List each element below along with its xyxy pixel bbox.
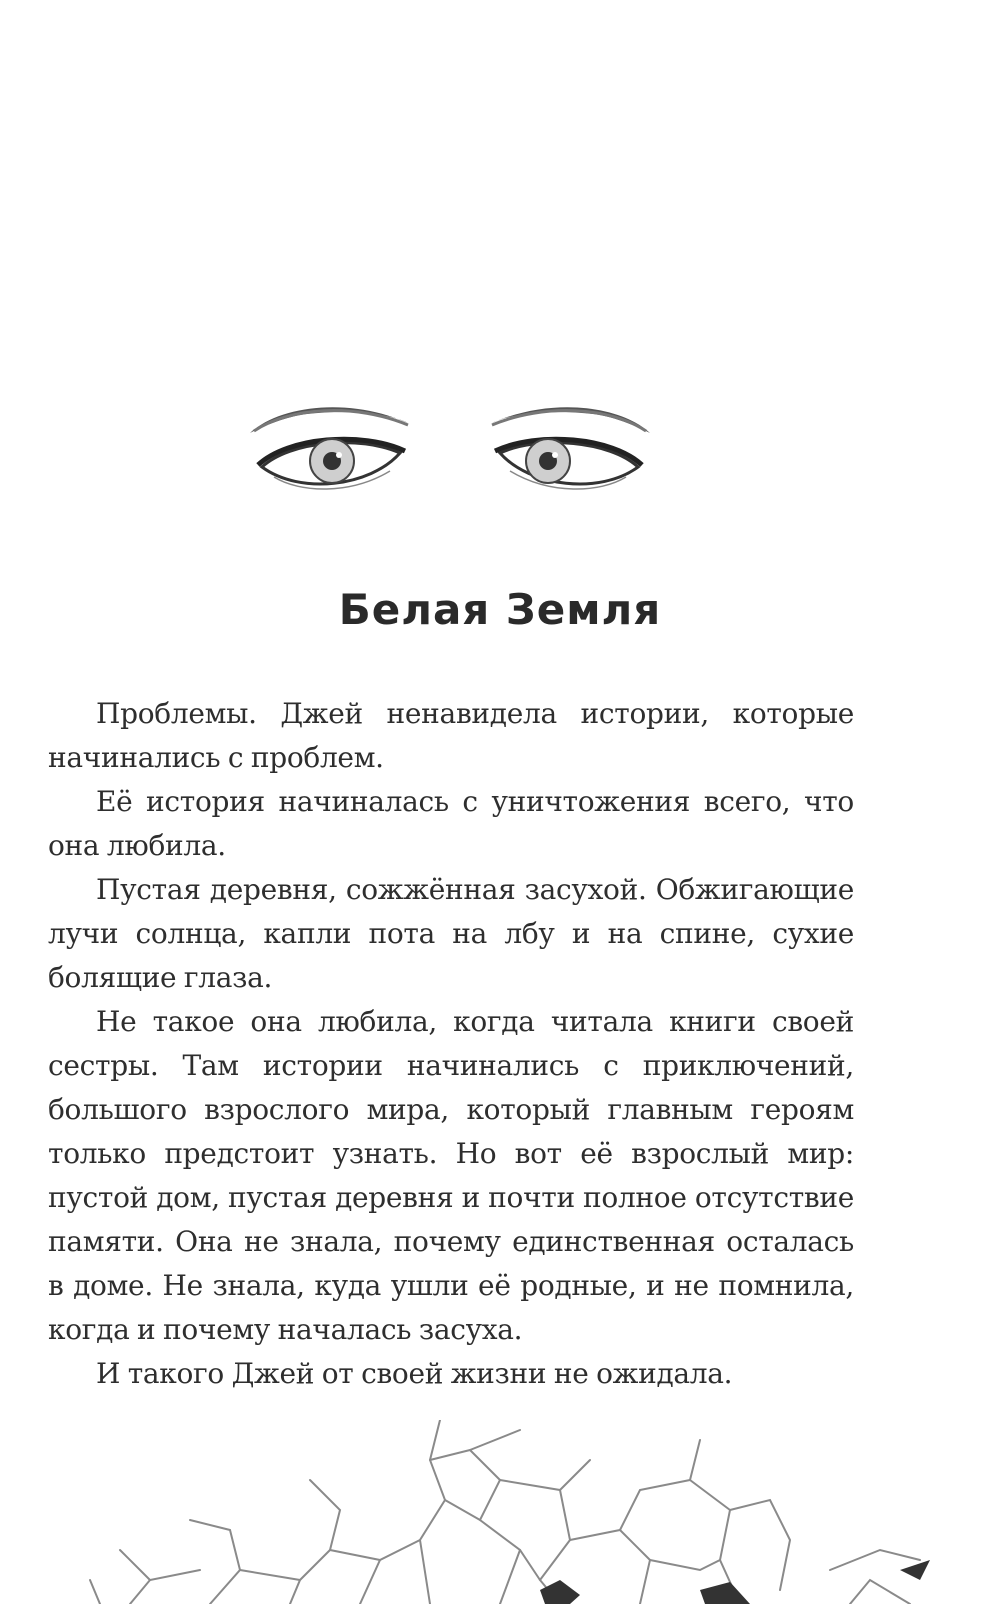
chapter-body <box>48 692 854 1396</box>
cracked-earth-illustration <box>0 1420 1000 1604</box>
paragraph: Её история начиналась с уничтожения всего, что она любила. <box>48 785 854 862</box>
chapter-title: Белая Земля <box>338 585 662 634</box>
eyes-illustration <box>240 395 660 525</box>
paragraph: И такого Джей от своей жизни не ожидала. <box>96 1357 733 1390</box>
paragraph: Проблемы. Джей ненавидела истории, которые начинались с проблем. <box>48 697 854 774</box>
paragraph: Не такое она любила, когда читала книги своей сестры. Там истории начинались с приключений, большого взрослого мира, который главным героям только предстоит узнать. Но вот её взрослый мир: пустой дом, пустая деревня и почти полное отсутствие памяти. Она не знала, почему единственная осталась в доме. Не знала, куда ушли её родные, и не помнила, когда и почему началась засуха. <box>48 1005 854 1346</box>
paragraph: Пустая деревня, сожжённая засухой. Обжигающие лучи солнца, капли пота на лбу и на спине, сухие болящие глаза. <box>48 873 854 994</box>
